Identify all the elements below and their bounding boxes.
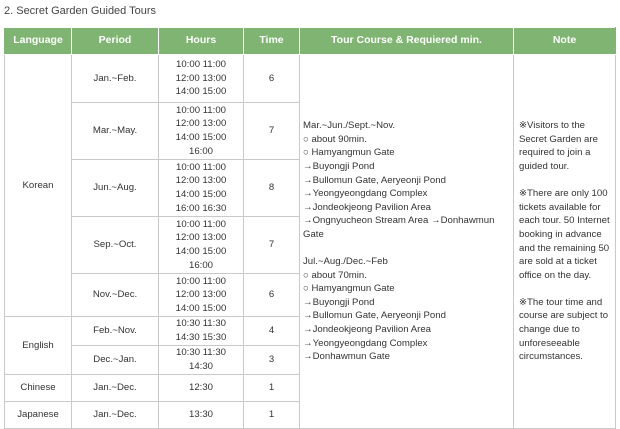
note-paragraph: ※Visitors to the Secret Garden are required to join a guided tour. <box>519 120 598 172</box>
column-header-hours: Hours <box>159 28 244 55</box>
time-cell: 1 <box>244 375 300 402</box>
column-header-time: Time <box>244 28 300 55</box>
hours-line: 14:00 15:00 <box>175 246 227 257</box>
course-line: →Donhawmun Gate <box>303 351 390 363</box>
column-header-period: Period <box>72 28 159 55</box>
hours-line: 12:00 13:00 <box>175 72 227 84</box>
hours-cell <box>159 217 244 274</box>
time-cell: 4 <box>244 317 300 346</box>
period-cell: Feb.~Nov. <box>72 317 159 346</box>
hours-line: 14:00 15:00 <box>175 86 227 98</box>
hours-line: 14:00 15:00 <box>175 132 227 143</box>
hours-line: 10:00 11:00 <box>176 161 226 173</box>
hours-line: 14:00 15:00 <box>175 189 227 200</box>
language-japanese: Japanese <box>5 402 72 429</box>
hours-line: 10:00 11:00 <box>176 275 226 287</box>
tours-table <box>4 27 616 429</box>
note-cell <box>514 55 616 429</box>
hours-line: 10:00 11:00 <box>176 59 226 71</box>
course-line: ○ about 70min. <box>303 269 367 281</box>
hours-cell <box>159 274 244 317</box>
course-line: →Ongnyucheon Stream Area →Donhawmun <box>303 215 495 227</box>
section-heading: 2. Secret Garden Guided Tours <box>4 5 157 17</box>
hours-cell <box>159 55 244 103</box>
table-row <box>5 55 616 103</box>
course-line: →Bullomun Gate, Aeryeonji Pond <box>303 310 446 322</box>
hours-line: 10:00 11:00 <box>176 218 226 230</box>
period-cell: Nov.~Dec. <box>72 274 159 317</box>
course-line: →Buyongji Pond <box>303 160 375 172</box>
hours-cell <box>159 346 244 375</box>
course-line: →Bullomun Gate, Aeryeonji Pond <box>303 174 446 186</box>
column-header-note: Note <box>514 28 616 55</box>
hours-line: 14:00 15:00 <box>175 302 227 314</box>
hours-line: 12:00 13:00 <box>175 118 227 130</box>
hours-line: 16:00 <box>188 145 213 157</box>
period-cell: Mar.~May. <box>72 103 159 160</box>
hours-line: 10:30 11:30 <box>176 318 226 330</box>
hours-line: 12:00 13:00 <box>175 232 227 244</box>
period-cell: Sep.~Oct. <box>72 217 159 274</box>
course-line: Gate <box>303 228 324 240</box>
time-cell: 6 <box>244 274 300 317</box>
hours-line: 16:00 <box>188 259 213 271</box>
course-line: →Buyongji Pond <box>303 296 375 308</box>
time-cell: 3 <box>244 346 300 375</box>
course-line: →Yeongyeongdang Complex <box>303 188 428 200</box>
time-cell: 7 <box>244 103 300 160</box>
course-line: →Yeongyeongdang Complex <box>303 337 428 349</box>
time-cell: 6 <box>244 55 300 103</box>
period-cell: Jan.~Feb. <box>72 55 159 103</box>
hours-line: 12:00 13:00 <box>175 289 227 301</box>
course-line: ○ Hamyangmun Gate <box>303 283 395 295</box>
hours-cell <box>159 103 244 160</box>
period-cell: Jan.~Dec. <box>72 402 159 429</box>
hours-line: 10:30 11:30 <box>176 347 226 359</box>
course-line: Jul.~Aug./Dec.~Feb <box>303 256 388 268</box>
hours-line: 14:30 <box>188 361 213 372</box>
period-cell: Dec.~Jan. <box>72 346 159 375</box>
time-cell: 8 <box>244 160 300 217</box>
course-line: ○ Hamyangmun Gate <box>303 147 395 159</box>
time-cell: 7 <box>244 217 300 274</box>
hours-line: 12:00 13:00 <box>175 175 227 187</box>
hours-line: 10:00 11:00 <box>176 104 226 116</box>
column-header-course: Tour Course & Requiered min. <box>300 28 514 55</box>
tour-course-cell <box>300 55 514 429</box>
course-line: →Jondeokjeong Pavilion Area <box>303 201 432 213</box>
hours-cell: 13:30 <box>159 402 244 429</box>
period-cell: Jan.~Dec. <box>72 375 159 402</box>
course-line: ○ about 90min. <box>303 133 367 145</box>
course-gap <box>303 242 510 256</box>
hours-cell <box>159 317 244 346</box>
column-header-language: Language <box>5 28 72 55</box>
note-paragraph: ※There are only 100 tickets available for each tour. 50 Internet booking in advance and the remaining 50 are sold at a ticket office on the day. <box>519 188 610 281</box>
language-chinese: Chinese <box>5 375 72 402</box>
time-cell: 1 <box>244 402 300 429</box>
language-english: English <box>5 317 72 375</box>
hours-cell <box>159 160 244 217</box>
language-korean: Korean <box>5 55 72 317</box>
period-cell: Jun.~Aug. <box>72 160 159 217</box>
course-line: Mar.~Jun./Sept.~Nov. <box>303 120 396 132</box>
course-line: →Jondeokjeong Pavilion Area <box>303 324 432 336</box>
note-paragraph: ※The tour time and course are subject to change due to unforeseeable circumstances. <box>519 296 609 363</box>
hours-line: 16:00 16:30 <box>175 202 227 214</box>
hours-cell: 12:30 <box>159 375 244 402</box>
hours-line: 14:30 15:30 <box>175 332 227 343</box>
table-header-row <box>5 28 616 55</box>
